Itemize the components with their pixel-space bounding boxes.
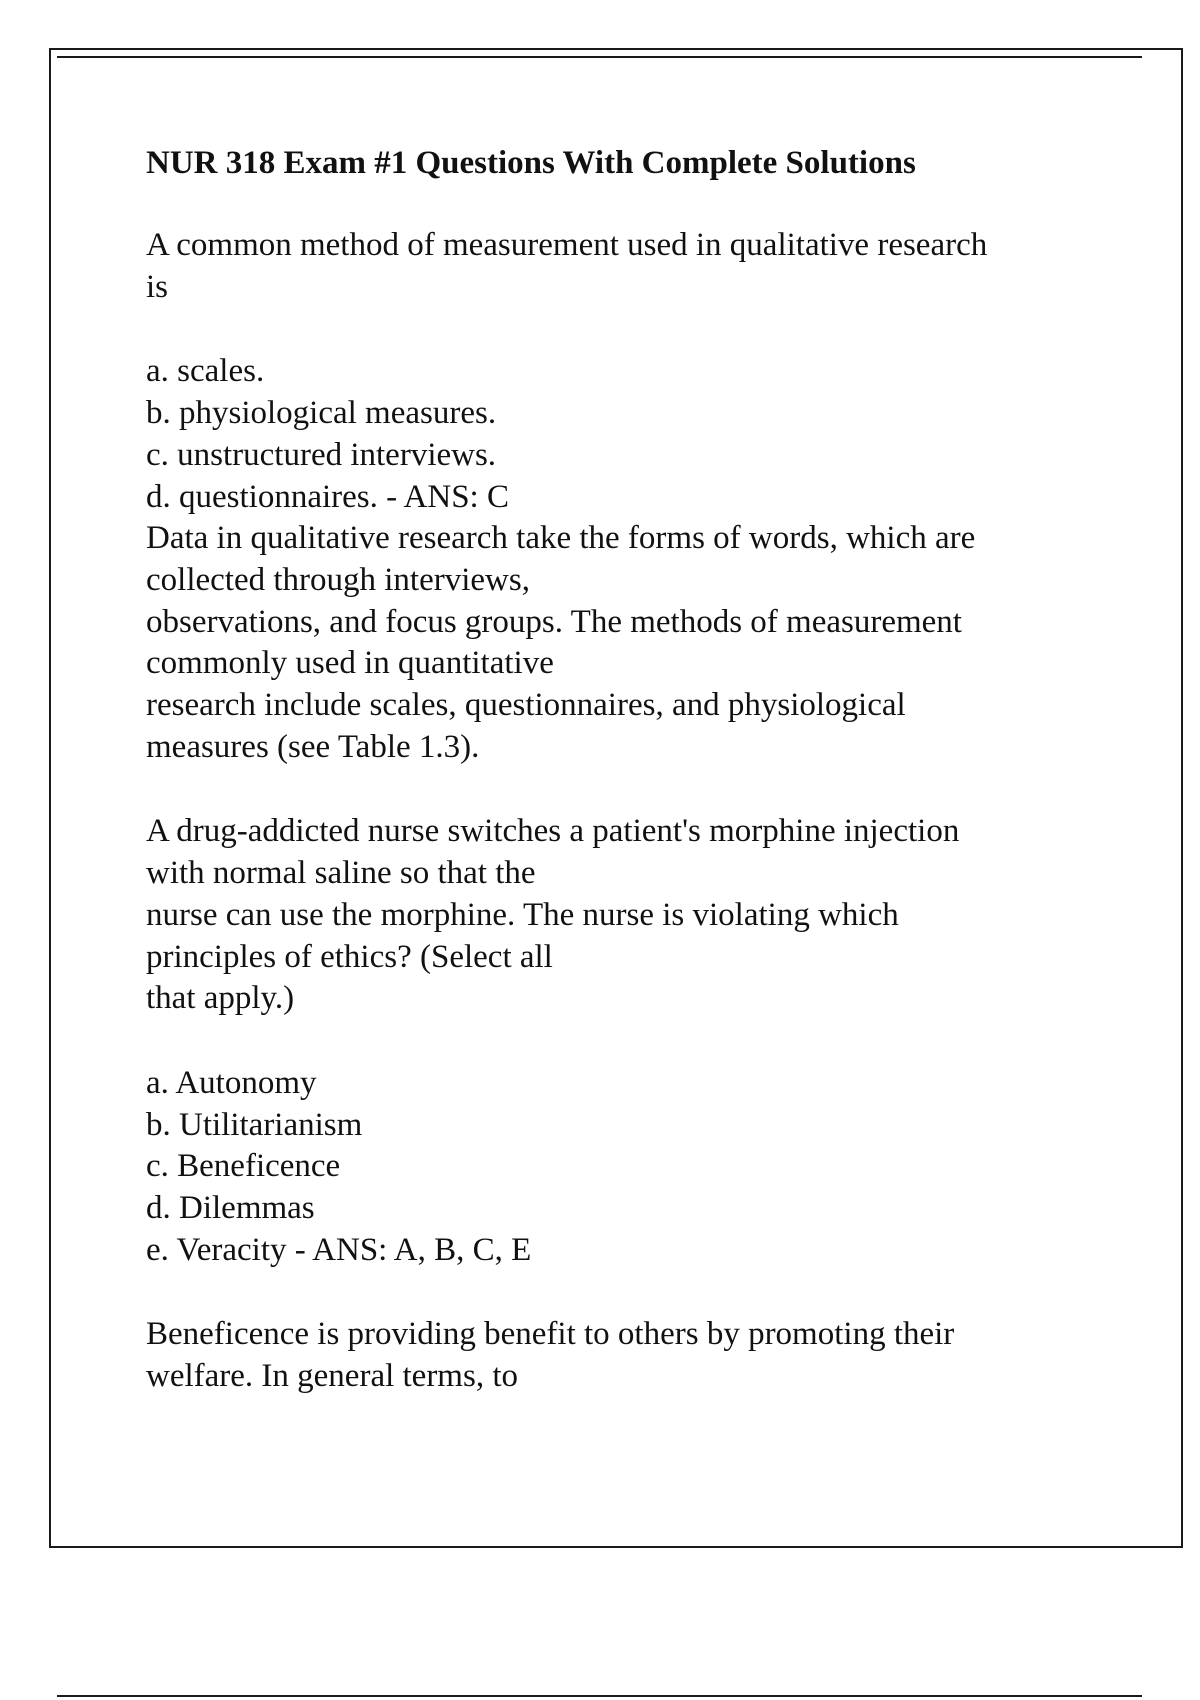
text-line: Data in qualitative research take the forms of words, which are [146, 520, 976, 557]
text-line: welfare. In general terms, to [146, 1358, 518, 1395]
text-line: principles of ethics? (Select all [146, 938, 553, 975]
question-1-rationale [146, 518, 1106, 768]
text-line: that apply.) [146, 980, 295, 1017]
text-line: commonly used in quantitative [146, 645, 554, 682]
text-line: A common method of measurement used in qualitative research [146, 227, 988, 263]
document-content [146, 143, 1106, 1398]
option-item-answer: d. questionnaires. - ANS: C [146, 478, 509, 515]
question-1-options [146, 351, 1106, 518]
option-item-answer: e. Veracity - ANS: A, B, C, E [146, 1231, 532, 1268]
text-line: nurse can use the morphine. The nurse is violating which [146, 896, 899, 933]
text-line: is [146, 268, 169, 305]
text-line: research include scales, questionnaires, and physiological [146, 687, 906, 724]
option-item: c. unstructured interviews. [146, 436, 497, 473]
bottom-rule [57, 1695, 1142, 1697]
text-line: measures (see Table 1.3). [146, 728, 480, 765]
option-item: a. Autonomy [146, 1064, 317, 1101]
question-1-stem [146, 225, 1106, 308]
option-item: b. physiological measures. [146, 395, 497, 432]
option-item: a. scales. [146, 353, 265, 390]
option-item: c. Beneficence [146, 1148, 341, 1185]
text-line: Beneficence is providing benefit to others by promoting their [146, 1316, 955, 1353]
option-item: b. Utilitarianism [146, 1106, 363, 1143]
text-line: collected through interviews, [146, 561, 530, 598]
text-line: A drug-addicted nurse switches a patient's morphine injection [146, 813, 960, 850]
question-2-rationale [146, 1314, 1106, 1397]
text-line: with normal saline so that the [146, 855, 536, 892]
page-title: NUR 318 Exam #1 Questions With Complete Solutions [146, 145, 916, 181]
top-rule [57, 56, 1142, 58]
question-2-options [146, 1063, 1106, 1272]
option-item: d. Dilemmas [146, 1190, 315, 1227]
question-2-stem [146, 811, 1106, 1020]
text-line: observations, and focus groups. The methods of measurement [146, 603, 962, 640]
